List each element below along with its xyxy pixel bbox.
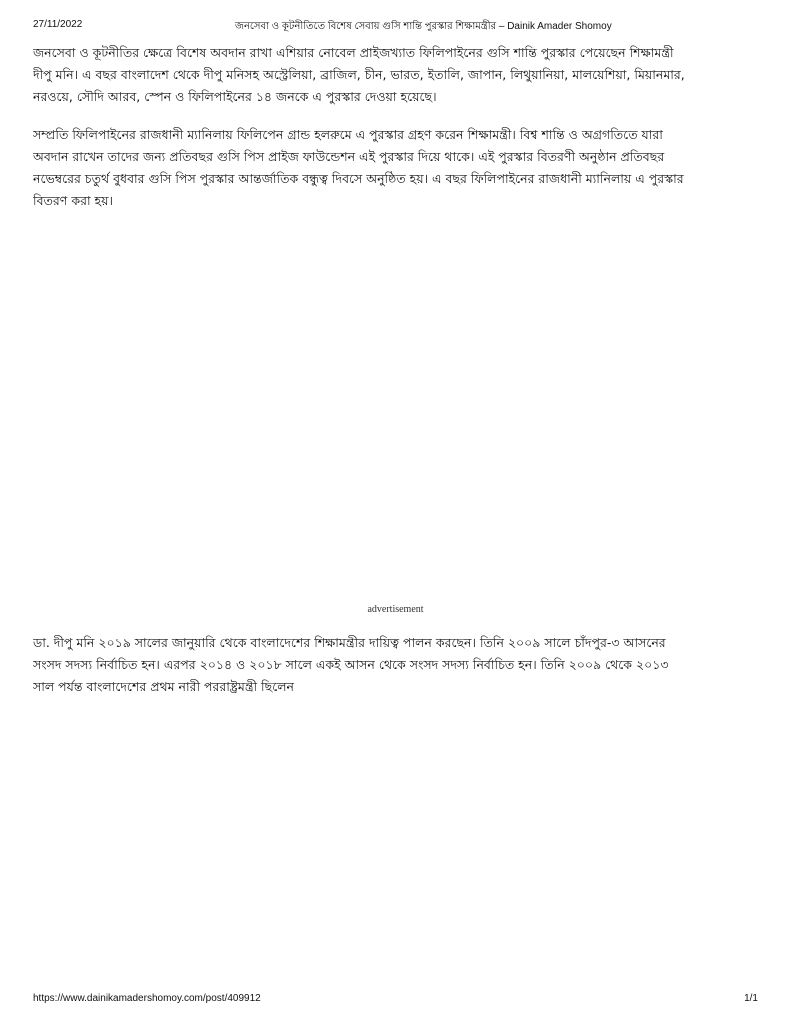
article-paragraph-1 xyxy=(33,42,763,108)
text-line: অবদান রাখেন তাদের জন্য প্রতিবছর গুসি পিস প্রাইজ ফাউন্ডেশন এই পুরস্কার দিয়ে থাকে। এই পুরস্কার বিতরণী অনুষ্ঠান প্রতিবছর xyxy=(33,149,665,164)
text-line: জনসেবা ও কূটনীতির ক্ষেত্রে বিশেষ অবদান রাখা এশিয়ার নোবেল প্রাইজখ্যাত ফিলিপাইনের গুসি শান্তি পুরস্কার পেয়েছেন শিক্ষামন্ত্রী xyxy=(33,45,674,60)
footer-url: https://www.dainikamadershomoy.com/post/409912 xyxy=(33,993,261,1004)
text-line: দীপু মনি। এ বছর বাংলাদেশ থেকে দীপু মনিসহ অস্ট্রেলিয়া, ব্রাজিল, চীন, ভারত, ইতালি, জাপান, লিথুয়ানিয়া, মালয়েশিয়া, মিয়ানমার, xyxy=(33,67,685,82)
text-line: বিতরণ করা হয়। xyxy=(33,193,113,208)
article-paragraph-2 xyxy=(33,124,763,212)
advertisement-label: advertisement xyxy=(367,604,424,615)
print-date: 27/11/2022 xyxy=(33,19,83,30)
text-line: সম্প্রতি ফিলিপাইনের রাজধানী ম্যানিলায় ফিলিপেন গ্রান্ড হলরুমে এ পুরস্কার গ্রহণ করেন শিক্ষামন্ত্রী। বিশ্ব শান্তি ও অগ্রগতিতে যারা xyxy=(33,127,663,142)
page-title: জনসেবা ও কূটনীতিতে বিশেষ সেবায় গুসি শান্তি পুরস্কার শিক্ষামন্ত্রীর – Dainik Amader Shomoy xyxy=(235,21,612,32)
text-line: সাল পর্যন্ত বাংলাদেশের প্রথম নারী পররাষ্ট্রমন্ত্রী ছিলেন xyxy=(33,679,294,694)
page-number: 1/1 xyxy=(744,993,758,1004)
text-line: নভেম্বরের চতুর্থ বুধবার গুসি পিস পুরস্কার আন্তর্জাতিক বন্ধুত্ব দিবসে অনুষ্ঠিত হয়। এ বছর ফিলিপাইনের রাজধানী ম্যানিলায় এ পুরস্কার xyxy=(33,171,684,186)
text-line: সংসদ সদস্য নির্বাচিত হন। এরপর ২০১৪ ও ২০১৮ সালে একই আসন থেকে সংসদ সদস্য নির্বাচিত হন। তিনি ২০০৯ থেকে ২০১৩ xyxy=(33,657,669,672)
text-line: নরওয়ে, সৌদি আরব, স্পেন ও ফিলিপাইনের ১৪ জনকে এ পুরস্কার দেওয়া হয়েছে। xyxy=(33,89,437,104)
article-paragraph-3 xyxy=(33,632,763,698)
text-line: ডা. দীপু মনি ২০১৯ সালের জানুয়ারি থেকে বাংলাদেশের শিক্ষামন্ত্রীর দায়িত্ব পালন করছেন। তিনি ২০০৯ সালে চাঁদপুর-৩ আসনের xyxy=(33,635,666,650)
